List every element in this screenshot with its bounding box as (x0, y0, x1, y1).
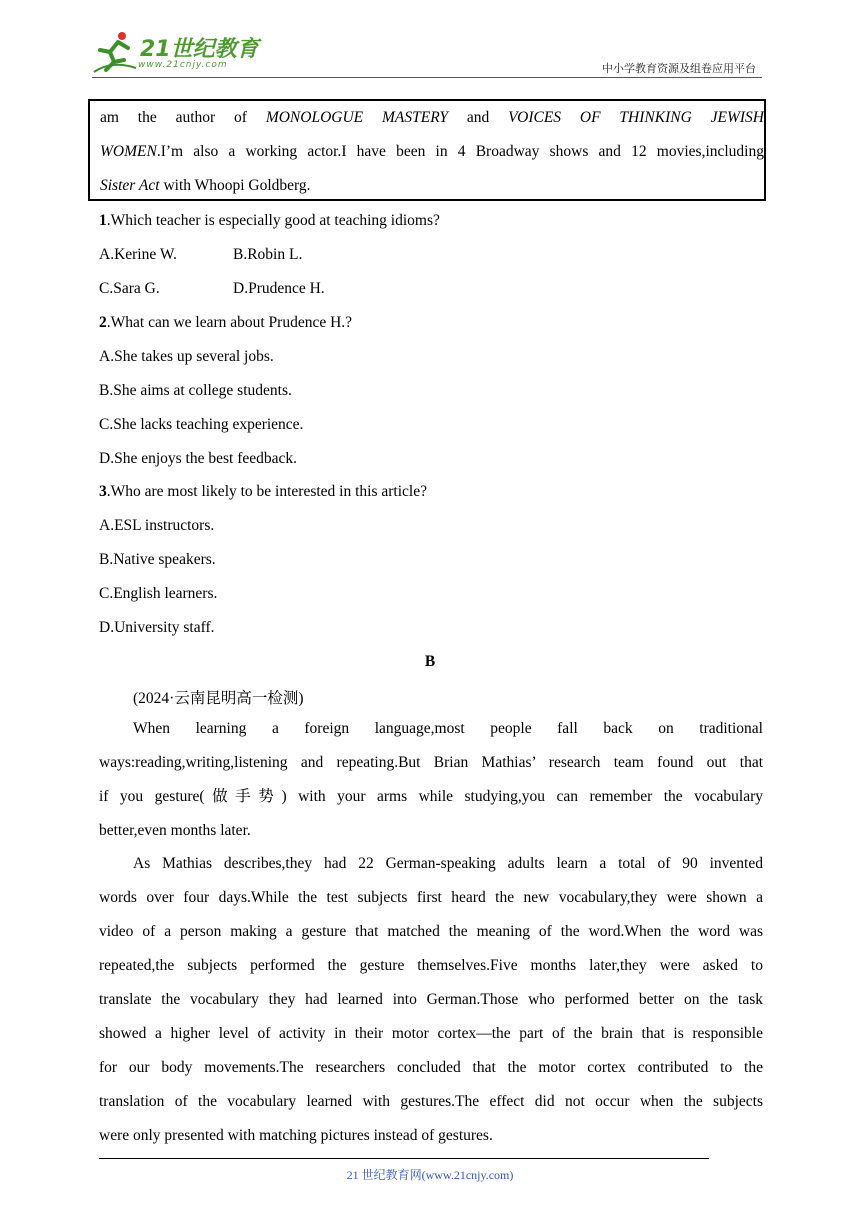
option-d: D.Prudence H. (233, 280, 325, 297)
text-line: repeated,the subjects performed the gesture themselves.Five months later,they were asked to (99, 957, 763, 974)
option-b: B.Robin L. (233, 246, 303, 263)
option-d: D.She enjoys the best feedback. (99, 450, 297, 467)
option-b: B.Native speakers. (99, 551, 216, 568)
header-divider (92, 77, 762, 78)
paragraph-1 (99, 712, 763, 848)
site-logo (92, 30, 262, 78)
text-line: translate the vocabulary they had learned into German.Those who performed better on the task (99, 991, 763, 1008)
question-2: 2.What can we learn about Prudence H.? (99, 314, 353, 331)
text-line: words over four days.While the test subjects first heard the new vocabulary,they were shown a (99, 889, 763, 906)
section-heading: B (424, 653, 436, 670)
option-c: C.She lacks teaching experience. (99, 416, 304, 433)
text-line: were only presented with matching pictures instead of gestures. (99, 1127, 493, 1144)
passage-box (88, 99, 766, 201)
option-c: C.English learners. (99, 585, 218, 602)
text-line: better,even months later. (99, 822, 251, 839)
text-line: translation of the vocabulary learned with gestures.The effect did not occur when the subjects (99, 1093, 763, 1110)
footer-link[interactable]: 21 世纪教育网(www.21cnjy.com) (346, 1168, 514, 1182)
text-line: ways:reading,writing,listening and repeating.But Brian Mathias’ research team found out that (99, 754, 763, 771)
text-line: video of a person making a gesture that matched the meaning of the word.When the word was (99, 923, 763, 940)
text-line: if you gesture(做手势) with your arms while studying,you can remember the vocabulary (99, 788, 763, 805)
page-header (0, 0, 860, 80)
paragraph-2 (99, 847, 763, 1153)
source-note: (2024·云南昆明高一检测) (133, 690, 304, 707)
option-d: D.University staff. (99, 619, 215, 636)
logo-url: www.21cnjy.com (138, 60, 228, 70)
runner-icon (92, 30, 138, 74)
question-1: 1.Which teacher is especially good at teaching idioms? (99, 212, 440, 229)
option-a: A.Kerine W. (99, 246, 177, 263)
footer-divider (99, 1158, 709, 1159)
text-line: showed a higher level of activity in their motor cortex—the part of the brain that is responsible (99, 1025, 763, 1042)
text-line: for our body movements.The researchers concluded that the motor cortex contributed to the (99, 1059, 763, 1076)
platform-name: 中小学教育资源及组卷应用平台 (602, 62, 756, 75)
box-line-1: am the author of MONOLOGUE MASTERY and VOICES OF THINKING JEWISH (100, 109, 765, 126)
option-a: A.She takes up several jobs. (99, 348, 274, 365)
option-a: A.ESL instructors. (99, 517, 215, 534)
text-line: When learning a foreign language,most people fall back on traditional (133, 720, 763, 737)
option-c: C.Sara G. (99, 280, 160, 297)
option-b: B.She aims at college students. (99, 382, 292, 399)
box-line-2: WOMEN.I’m also a working actor.I have been in 4 Broadway shows and 12 movies,including (100, 143, 764, 160)
question-3: 3.Who are most likely to be interested in this article? (99, 483, 427, 500)
logo-text: 21世纪教育 (140, 37, 259, 62)
text-line: As Mathias describes,they had 22 German-speaking adults learn a total of 90 invented (133, 855, 763, 872)
box-line-3: Sister Act with Whoopi Goldberg. (100, 177, 311, 194)
